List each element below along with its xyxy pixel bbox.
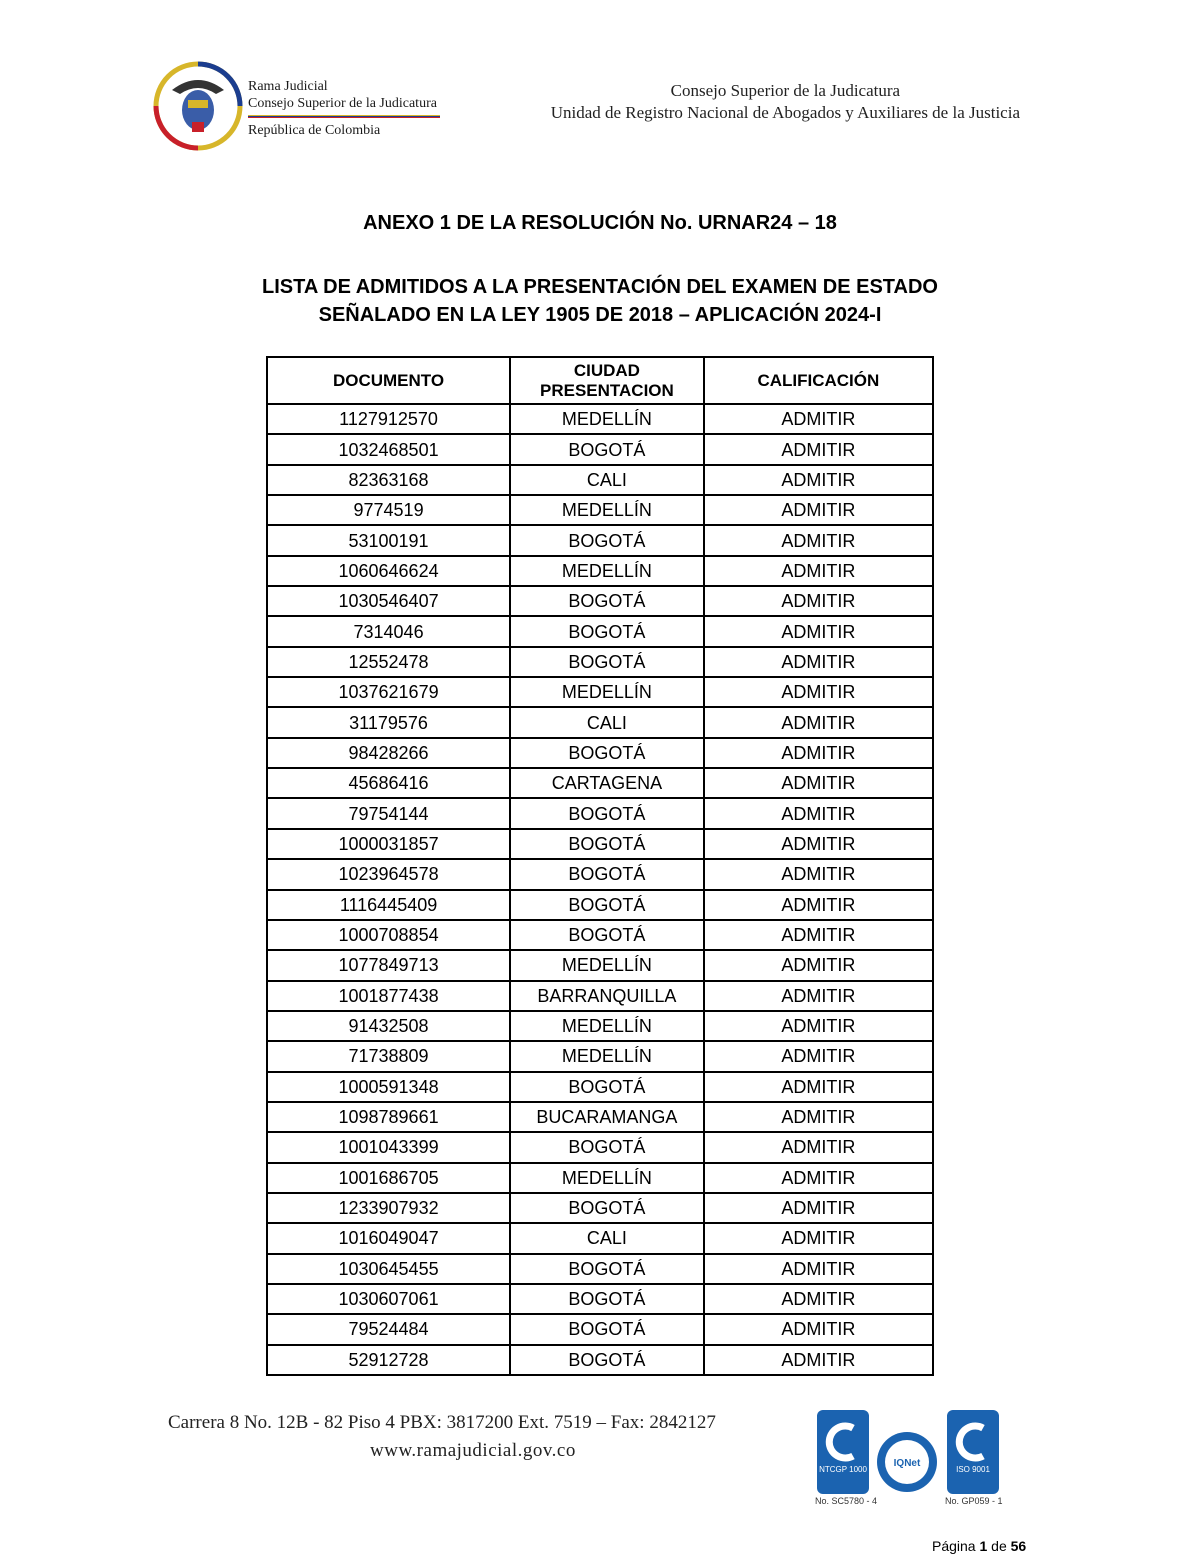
footer-website: www.ramajudicial.gov.co [370, 1440, 576, 1461]
table-row [267, 404, 933, 434]
cell-calificacion: ADMITIR [704, 1132, 933, 1162]
cell-ciudad: BOGOTÁ [510, 1314, 704, 1344]
table-row [267, 1132, 933, 1162]
admitted-list-table [266, 356, 934, 1376]
header-documento: DOCUMENTO [267, 357, 510, 404]
table-row [267, 465, 933, 495]
table-row [267, 1041, 933, 1071]
cert-number-1: No. SC5780 - 4 [815, 1496, 878, 1506]
table-row [267, 434, 933, 464]
table-row [267, 1254, 933, 1284]
cell-ciudad: CALI [510, 1223, 704, 1253]
cell-documento: 53100191 [267, 525, 510, 555]
cell-documento: 79754144 [267, 798, 510, 828]
cell-documento: 1030546407 [267, 586, 510, 616]
table-row [267, 586, 933, 616]
cell-documento: 9774519 [267, 495, 510, 525]
cell-calificacion: ADMITIR [704, 829, 933, 859]
cell-calificacion: ADMITIR [704, 1041, 933, 1071]
cell-calificacion: ADMITIR [704, 616, 933, 646]
list-title [0, 273, 1200, 329]
cell-calificacion: ADMITIR [704, 556, 933, 586]
table-row [267, 1223, 933, 1253]
cell-calificacion: ADMITIR [704, 1284, 933, 1314]
table-row [267, 950, 933, 980]
cell-calificacion: ADMITIR [704, 798, 933, 828]
cell-documento: 7314046 [267, 616, 510, 646]
cell-ciudad: MEDELLÍN [510, 556, 704, 586]
cell-ciudad: CALI [510, 707, 704, 737]
table-row [267, 920, 933, 950]
cell-calificacion: ADMITIR [704, 495, 933, 525]
annex-title: ANEXO 1 DE LA RESOLUCIÓN No. URNAR24 – 18 [363, 212, 837, 234]
table-row [267, 829, 933, 859]
cell-calificacion: ADMITIR [704, 859, 933, 889]
cell-calificacion: ADMITIR [704, 1345, 933, 1375]
cell-ciudad: MEDELLÍN [510, 404, 704, 434]
table-row [267, 556, 933, 586]
iso-badge-text: ISO 9001 [956, 1465, 990, 1474]
cell-calificacion: ADMITIR [704, 1193, 933, 1223]
institution-name-left [248, 78, 440, 139]
header-ciudad: CIUDAD PRESENTACION [510, 357, 704, 404]
table-row [267, 859, 933, 889]
cell-documento: 1116445409 [267, 890, 510, 920]
republica-label: República de Colombia [248, 123, 381, 138]
table-row [267, 798, 933, 828]
cell-documento: 45686416 [267, 768, 510, 798]
table-row [267, 1163, 933, 1193]
cell-ciudad: MEDELLÍN [510, 1163, 704, 1193]
cell-ciudad: BOGOTÁ [510, 1284, 704, 1314]
table-row [267, 1193, 933, 1223]
cell-ciudad: BOGOTÁ [510, 1072, 704, 1102]
cell-documento: 1001877438 [267, 981, 510, 1011]
list-title-line2: SEÑALADO EN LA LEY 1905 DE 2018 – APLICACIÓN 2024-I [318, 304, 882, 326]
cell-ciudad: BOGOTÁ [510, 1345, 704, 1375]
cell-ciudad: BOGOTÁ [510, 920, 704, 950]
iso-cert-icon [947, 1410, 999, 1494]
cell-documento: 12552478 [267, 647, 510, 677]
cell-calificacion: ADMITIR [704, 586, 933, 616]
table-row [267, 1345, 933, 1375]
table-row [267, 1102, 933, 1132]
page-total: 56 [1010, 1538, 1027, 1554]
cell-ciudad: MEDELLÍN [510, 677, 704, 707]
tricolor-divider [248, 115, 440, 118]
cell-calificacion: ADMITIR [704, 920, 933, 950]
table-row [267, 707, 933, 737]
table-row [267, 1011, 933, 1041]
cell-ciudad: BOGOTÁ [510, 434, 704, 464]
cell-documento: 79524484 [267, 1314, 510, 1344]
cell-calificacion: ADMITIR [704, 738, 933, 768]
cell-calificacion: ADMITIR [704, 981, 933, 1011]
cell-documento: 1060646624 [267, 556, 510, 586]
cell-ciudad: MEDELLÍN [510, 1041, 704, 1071]
cell-calificacion: ADMITIR [704, 1011, 933, 1041]
cell-documento: 1030645455 [267, 1254, 510, 1284]
cell-ciudad: BOGOTÁ [510, 1132, 704, 1162]
table-row [267, 768, 933, 798]
cell-ciudad: BOGOTÁ [510, 525, 704, 555]
cell-documento: 1098789661 [267, 1102, 510, 1132]
cell-ciudad: BOGOTÁ [510, 890, 704, 920]
unidad-registro-title: Unidad de Registro Nacional de Abogados y Auxiliares de la Justicia [550, 103, 1020, 122]
cell-documento: 1030607061 [267, 1284, 510, 1314]
header-calificacion: CALIFICACIÓN [704, 357, 933, 404]
cell-documento: 91432508 [267, 1011, 510, 1041]
cell-documento: 1016049047 [267, 1223, 510, 1253]
cell-documento: 1077849713 [267, 950, 510, 980]
cert-number-2: No. GP059 - 1 [945, 1496, 1003, 1506]
cell-ciudad: CALI [510, 465, 704, 495]
table-row [267, 677, 933, 707]
cell-ciudad: BOGOTÁ [510, 1254, 704, 1284]
cell-ciudad: BOGOTÁ [510, 647, 704, 677]
consejo-superior-label: Consejo Superior de la Judicatura [248, 96, 437, 111]
cell-calificacion: ADMITIR [704, 465, 933, 495]
cell-calificacion: ADMITIR [704, 768, 933, 798]
certification-logos [815, 1408, 1005, 1508]
cell-ciudad: BOGOTÁ [510, 798, 704, 828]
table-row [267, 647, 933, 677]
list-title-line1: LISTA DE ADMITIDOS A LA PRESENTACIÓN DEL EXAMEN DE ESTADO [262, 276, 938, 298]
cell-ciudad: BOGOTÁ [510, 859, 704, 889]
table-header-row [267, 357, 933, 404]
cell-documento: 1001043399 [267, 1132, 510, 1162]
cell-documento: 1032468501 [267, 434, 510, 464]
cell-ciudad: BUCARAMANGA [510, 1102, 704, 1132]
cell-documento: 1023964578 [267, 859, 510, 889]
page-header [0, 0, 1200, 170]
colombia-seal-icon [152, 60, 244, 152]
cell-ciudad: CARTAGENA [510, 768, 704, 798]
cell-ciudad: BOGOTÁ [510, 829, 704, 859]
consejo-superior-title: Consejo Superior de la Judicatura [670, 81, 901, 100]
table-row [267, 890, 933, 920]
cell-ciudad: MEDELLÍN [510, 495, 704, 525]
cell-documento: 1233907932 [267, 1193, 510, 1223]
cell-documento: 71738809 [267, 1041, 510, 1071]
cell-calificacion: ADMITIR [704, 525, 933, 555]
cell-documento: 52912728 [267, 1345, 510, 1375]
table-row [267, 525, 933, 555]
page-of: de [991, 1538, 1007, 1554]
cell-calificacion: ADMITIR [704, 677, 933, 707]
ntcgp-badge-text: NTCGP 1000 [819, 1465, 867, 1474]
table-row [267, 1314, 933, 1344]
ntcgp-cert-icon [817, 1410, 869, 1494]
cell-documento: 98428266 [267, 738, 510, 768]
page-prefix: Página [932, 1538, 976, 1554]
cell-documento: 31179576 [267, 707, 510, 737]
cell-calificacion: ADMITIR [704, 890, 933, 920]
cell-calificacion: ADMITIR [704, 1072, 933, 1102]
iqnet-cert-icon [877, 1432, 937, 1492]
cell-calificacion: ADMITIR [704, 1254, 933, 1284]
cell-documento: 1000591348 [267, 1072, 510, 1102]
iqnet-badge-text: IQNet [893, 1458, 921, 1469]
cell-ciudad: MEDELLÍN [510, 1011, 704, 1041]
cell-ciudad: BARRANQUILLA [510, 981, 704, 1011]
cell-documento: 1001686705 [267, 1163, 510, 1193]
cell-ciudad: MEDELLÍN [510, 950, 704, 980]
cell-calificacion: ADMITIR [704, 1163, 933, 1193]
page-current: 1 [979, 1538, 988, 1554]
cell-documento: 1000708854 [267, 920, 510, 950]
cell-ciudad: BOGOTÁ [510, 738, 704, 768]
cell-calificacion: ADMITIR [704, 950, 933, 980]
table-row [267, 616, 933, 646]
table-row [267, 981, 933, 1011]
footer-address: Carrera 8 No. 12B - 82 Piso 4 PBX: 3817200 Ext. 7519 – Fax: 2842127 [168, 1412, 716, 1433]
cell-calificacion: ADMITIR [704, 647, 933, 677]
cell-documento: 1127912570 [267, 404, 510, 434]
cell-calificacion: ADMITIR [704, 1102, 933, 1132]
cell-calificacion: ADMITIR [704, 404, 933, 434]
cell-ciudad: BOGOTÁ [510, 1193, 704, 1223]
cell-calificacion: ADMITIR [704, 434, 933, 464]
cell-calificacion: ADMITIR [704, 707, 933, 737]
table-row [267, 1072, 933, 1102]
table-row [267, 495, 933, 525]
cell-ciudad: BOGOTÁ [510, 616, 704, 646]
rama-judicial-label: Rama Judicial [248, 79, 328, 94]
table-row [267, 1284, 933, 1314]
page-number [932, 1538, 1026, 1554]
institution-name-right [551, 80, 1020, 124]
table-row [267, 738, 933, 768]
cell-ciudad: BOGOTÁ [510, 586, 704, 616]
cell-documento: 1037621679 [267, 677, 510, 707]
cell-calificacion: ADMITIR [704, 1223, 933, 1253]
cell-documento: 82363168 [267, 465, 510, 495]
cell-calificacion: ADMITIR [704, 1314, 933, 1344]
cell-documento: 1000031857 [267, 829, 510, 859]
